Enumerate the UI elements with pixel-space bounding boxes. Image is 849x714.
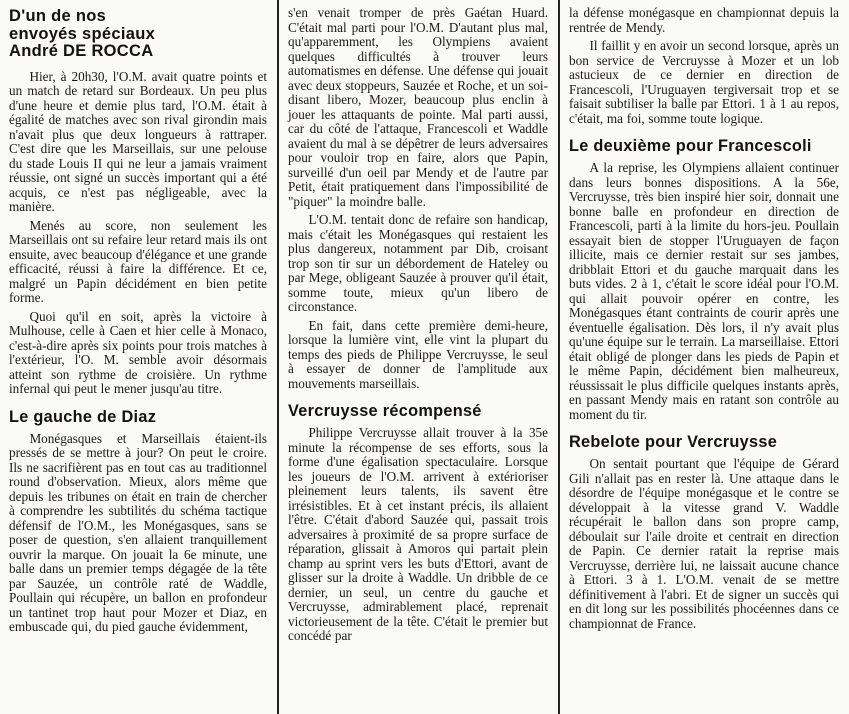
section-heading-rebelote-pour-vercruysse: Rebelote pour Vercruysse xyxy=(569,433,778,451)
byline-line-1: D'un de nos xyxy=(9,7,107,25)
article-column-1 xyxy=(0,0,277,714)
article-paragraph: Il faillit y en avoir un second lorsque, après un bon service de Vercruysse à Mozer et un lob astucieux de ce dernier en direction de Francescoli, l'Uruguayen tergiversait trop et se faisait subtiliser la balle par Ettori. 1 à 1 au repos, c'était, ma foi, somme toute logique. xyxy=(569,38,839,126)
section-heading-le-deuxieme-pour-francescoli: Le deuxième pour Francescoli xyxy=(569,137,812,155)
article-column-3 xyxy=(558,0,849,714)
byline-heading xyxy=(9,8,267,61)
article-paragraph: A la reprise, les Olympiens allaient continuer dans leurs bonnes dispositions. A la 56e, Vercruysse, très bien inspiré hier soir, donnait une bonne balle en profondeur en direction de Francescoli, parti à la limite du hors-jeu. Poullain essayait bien de stopper l'Uruguayen de façon illicite, mais ce dernier restait sur ses jambes, dribblait Ettori et du gauche marquait dans les buts vides. 2 à 1, c'était le score idéal pour l'O.M. qui allait pouvoir opérer en contre, les Monégasques étant contraints de courir après une éventuelle égalisation. Dès lors, il n'y avait plus qu'une équipe sur le terrain. La marseillaise. Ettori était obligé de plonger dans les pieds de Papin et le même Papin, décidément bien malheureux, réussissait le plus difficile quelques instants après, en passant Mendy mais en ratant son contrôle au moment du tir. xyxy=(569,160,839,422)
article-paragraph: Philippe Vercruysse allait trouver à la 35e minute la récompense de ses efforts, sous la forme d'une égalisation spectaculaire. Lorsque les joueurs de l'O.M. arrivent à extérioriser pleinement leurs talents, ils savent être irrésistibles. Et à cet instant précis, ils allaient l'être. C'était d'abord Sauzée qui, passait trois adversaires à proximité de sa propre surface de réparation, glissait à Amoros qui partait plein champ au sprint vers les buts d'Ettori, avant de glisser sur la droite à Waddle. Un dribble de ce dernier, un seul, un centre du gauche et Vercruysse, admirablement placé, reprenait victorieusement de la tête. C'était le premier but concédé par xyxy=(288,425,548,643)
section-heading-le-gauche-de-diaz: Le gauche de Diaz xyxy=(9,407,157,426)
article-paragraph: En fait, dans cette première demi-heure, lorsque la lumière vint, elle vint la plupart du temps des pieds de Philippe Vercruysse, le seul à essayer de donner de l'amplitude aux mouvements marseillais. xyxy=(288,317,548,391)
article-paragraph-continuation: s'en venait tromper de près Gaétan Huard. C'était mal parti pour l'O.M. D'autant plus mal, qu'apparemment, les Olympiens avaient quelques difficultés à trouver leurs automatismes en défense. Une défense qui jouait avec deux stoppeurs, Sauzée et Roche, et un soi-disant libero, Mozer, beaucoup plus enclin à jouer les attaquants de pointe. Mal parti aussi, car du côté de l'attaque, Francescoli et Waddle avaient du mal à se dépêtrer de leurs adversaires pour vouloir trop en faire, alors que Papin, surveillé d'un oeil par Mendy et de l'autre par Petit, était pratiquement dans l'impossibilité de "piquer" la moindre balle. xyxy=(288,5,548,209)
article-paragraph: On sentait pourtant que l'équipe de Gérard Gili n'allait pas en rester là. Une attaque dans le désordre de l'équipe monégasque et le contre se développait à la vitesse grand V. Waddle récupérait le ballon dans son propre camp, déboulait sur l'aile droite et centrait en direction de Papin. Ce dernier ratait la reprise mais Vercruysse, derrière lui, ne laissait aucune chance à Ettori. 3 à 1. L'O.M. venait de se mettre définitivement à l'abri. Et de signer un succès qui en dit long sur les possibilités phocéennes dans ce championnat de France. xyxy=(569,456,839,631)
article-paragraph: Menés au score, non seulement les Marseillais ont su refaire leur retard mais ils ont ensuite, avec beaucoup d'élégance et une grande efficacité, réussi à faire la différence. Et ce, malgré un Papin décidément en bien petite forme. xyxy=(9,217,267,305)
article-paragraph: Monégasques et Marseillais étaient-ils pressés de se mettre à jour? On peut le croire. Ils ne sacrifièrent pas en tout cas au traditionnel round d'observation. Mieux, alors même que depuis les tribunes on était en train de chercher à comprendre les subtilités du schéma tactique défensif de l'O.M., les Monégasques, sans se poser de question, s'en allaient tranquillement ouvrir la marque. On jouait la 6e minute, une balle dans un premier temps dégagée de la tête par Sauzée, un contrôle raté de Waddle, Poullain qui récupère, un ballon en profondeur un tantinet trop haut pour Mozer et Diaz, en embuscade qui, du pied gauche évidemment, xyxy=(9,430,267,634)
article-paragraph: L'O.M. tentait donc de refaire son handicap, mais c'était les Monégasques qui restaient les plus dangereux, notamment par Dib, croisant trop son tir sur un débordement de Hateley ou par Mege, obligeant Sauzée à prouver qu'il était, somme toute, mieux qu'un libero de circonstance. xyxy=(288,212,548,314)
article-paragraph-continuation: la défense monégasque en championnat depuis la rentrée de Mendy. xyxy=(569,5,839,35)
article-paragraph: Quoi qu'il en soit, après la victoire à Mulhouse, celle à Caen et hier celle à Monaco, c'est-à-dire après six points pour trois matches à l'extérieur, l'O. M. semble avoir désormais atteint son rythme de croisière. Un rythme infernal qui peut le mener jusqu'au titre. xyxy=(9,308,267,396)
byline-line-3: André DE ROCCA xyxy=(9,42,154,60)
article-column-2 xyxy=(277,0,558,714)
section-heading-vercruysse-recompense: Vercruysse récompensé xyxy=(288,402,482,420)
byline-line-2: envoyés spéciaux xyxy=(9,24,156,43)
article-paragraph: Hier, à 20h30, l'O.M. avait quatre points et un match de retard sur Bordeaux. Un peu plus d'une heure et demie plus tard, l'O.M. était à égalité de matches avec son rival girondin mais n'avait plus que deux longueurs à rattraper. C'est dire que les Marseillais, sur une pelouse du stade Louis II qui ne leur a jamais vraiment réussie, ont signé un succès important qui a été acquis, ce n'est pas négligeable, avec la manière. xyxy=(9,68,267,214)
